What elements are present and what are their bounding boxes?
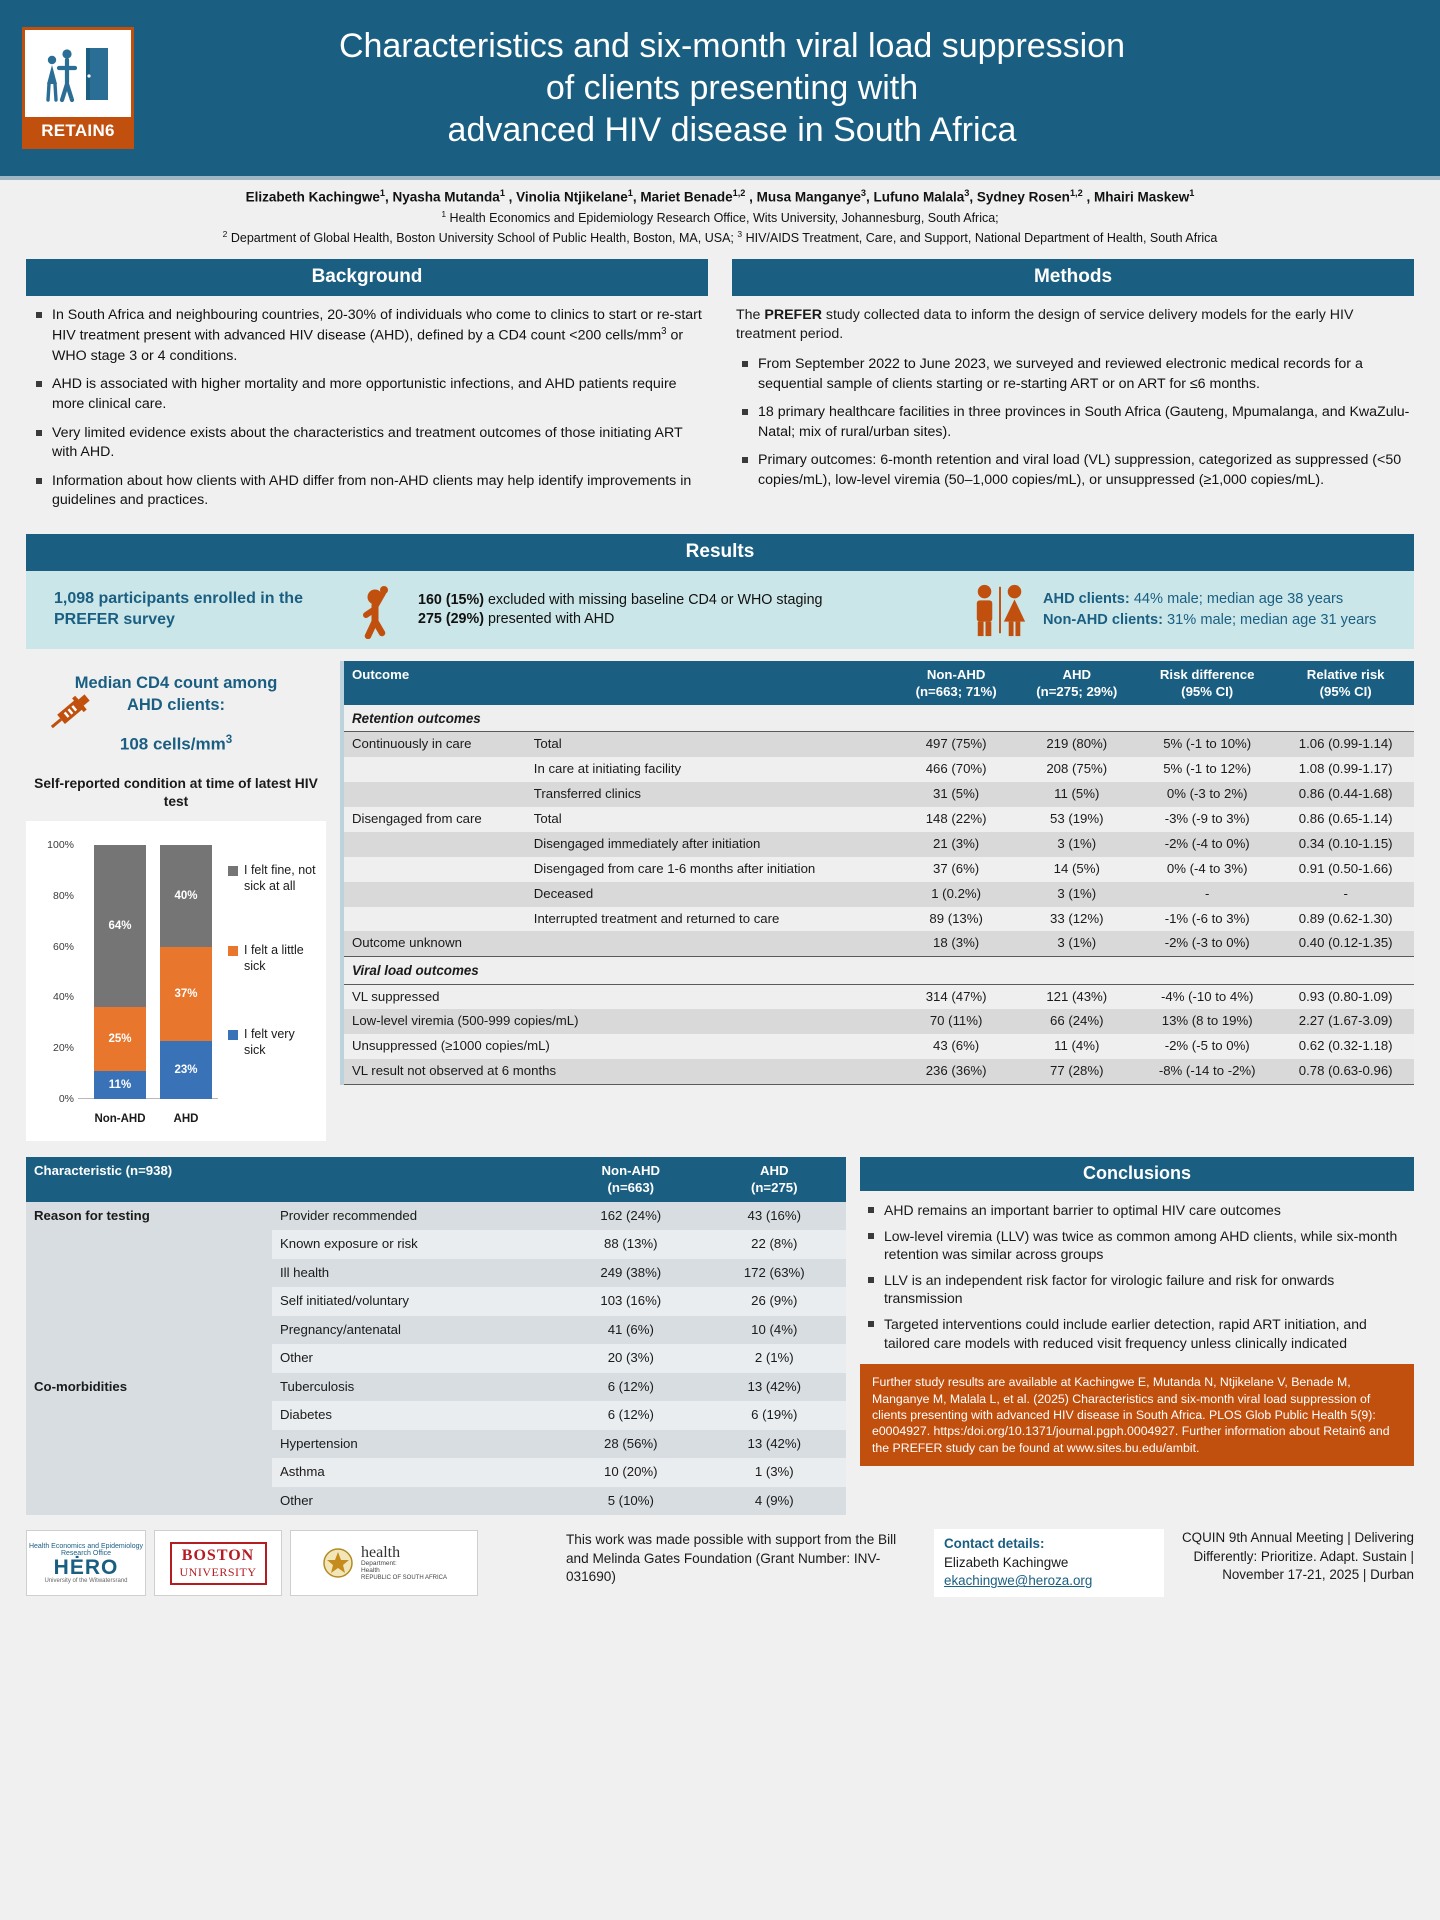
outcome-value-cell: 0.78 (0.63-0.96): [1277, 1059, 1414, 1084]
methods-bullets: [732, 345, 1414, 491]
poster-footer: [0, 1515, 1440, 1597]
poster-title: [134, 25, 1440, 151]
list-item: Primary outcomes: 6-month retention and viral load (VL) suppression, categorized as suppressed (<50 copies/mL), low-level viremia (50–1,000 copies/mL), or unsuppressed (≥1,000 copies/mL).: [738, 451, 1410, 490]
characteristic-label-cell: Tuberculosis: [272, 1373, 559, 1402]
outcome-value-cell: -: [1277, 882, 1414, 907]
characteristic-value-cell: 13 (42%): [703, 1373, 846, 1402]
person-raising-arm-icon: [346, 581, 404, 639]
characteristic-value-cell: 26 (9%): [703, 1287, 846, 1316]
syringe-icon: [44, 687, 98, 740]
retain6-logo: [22, 27, 134, 149]
characteristic-value-cell: 6 (19%): [703, 1401, 846, 1430]
characteristic-value-cell: 2 (1%): [703, 1344, 846, 1373]
chart-legend-label: I felt very sick: [244, 1026, 295, 1057]
outcome-value-cell: 466 (70%): [896, 757, 1017, 782]
characteristic-label-cell: Provider recommended: [272, 1202, 559, 1231]
main-results-table-column: [340, 661, 1414, 1141]
methods-heading: Methods: [732, 259, 1414, 296]
characteristics-col-header: Non-AHD (n=663): [559, 1157, 702, 1202]
outcome-value-cell: 1.06 (0.99-1.14): [1277, 732, 1414, 757]
doh-logo-sub-2: Health: [360, 1567, 380, 1575]
people-doorway-icon: [25, 30, 131, 117]
outcome-value-cell: 11 (5%): [1016, 782, 1137, 807]
table-row: [342, 732, 1414, 757]
table-row: [342, 984, 1414, 1009]
characteristic-label-cell: Asthma: [272, 1458, 559, 1487]
outcome-label-cell: Deceased: [526, 882, 896, 907]
outcome-value-cell: -3% (-9 to 3%): [1137, 807, 1277, 832]
outcome-value-cell: 208 (75%): [1016, 757, 1137, 782]
table-row: [342, 782, 1414, 807]
outcome-group-cell: Outcome unknown: [342, 931, 896, 956]
outcome-value-cell: 3 (1%): [1016, 832, 1137, 857]
chart-bar-segment: 64%: [94, 845, 146, 1008]
list-item: Targeted interventions could include earlier detection, rapid ART initiation, and tailored care models with reduced visit frequency unless clinically indicated: [864, 1315, 1408, 1352]
boston-university-logo: [154, 1530, 282, 1596]
outcome-value-cell: 236 (36%): [896, 1059, 1017, 1084]
outcome-value-cell: 3 (1%): [1016, 931, 1137, 956]
outcome-value-cell: -2% (-4 to 0%): [1137, 832, 1277, 857]
outcomes-col-header: Outcome: [342, 661, 896, 705]
outcome-value-cell: 0.86 (0.65-1.14): [1277, 807, 1414, 832]
characteristics-header-row: [26, 1157, 846, 1202]
table-row: [342, 1034, 1414, 1059]
chart-y-tick-label: 20%: [52, 1042, 74, 1055]
characteristics-column: [26, 1157, 846, 1515]
doh-logo-word: health: [360, 1543, 401, 1561]
outcome-value-cell: 219 (80%): [1016, 732, 1137, 757]
list-item: From September 2022 to June 2023, we surveyed and reviewed electronic medical records for a sequential sample of clients starting or re-starting ART or on ART for ≤6 months.: [738, 355, 1410, 394]
chart-legend-item: [228, 1027, 318, 1058]
list-item: AHD is associated with higher mortality and more opportunistic infections, and AHD patients require more clinical care.: [32, 375, 704, 414]
outcomes-section-header: [342, 957, 1414, 984]
characteristic-value-cell: 88 (13%): [559, 1230, 702, 1259]
chart-bar-segment: 40%: [160, 845, 212, 947]
chart-title: Self-reported condition at time of latest HIV test: [34, 776, 318, 809]
outcome-value-cell: 43 (6%): [896, 1034, 1017, 1059]
citation-box: Further study results are available at Kachingwe E, Mutanda N, Ntjikelane V, Benade M, Manganye M, Malala L, et al. (2025) Characteristics and six-month viral load suppression of clients presenting with advanced HIV disease in South Africa. PLOS Glob Public Health 5(9): e0004927. https:/doi.org/10.1371/journal.pgph.0004927. Further information about Retain6 and the PREFER study can be found at www.sites.bu.edu/ambit.: [860, 1364, 1414, 1466]
chart-bar-segment: 11%: [94, 1071, 146, 1099]
title-line-3: advanced HIV disease in South Africa: [447, 111, 1017, 150]
characteristic-label-cell: Ill health: [272, 1259, 559, 1288]
south-africa-coat-of-arms-icon: [321, 1546, 355, 1580]
results-section: [0, 520, 1440, 649]
table-row: [342, 882, 1414, 907]
conclusions-bullets: [860, 1191, 1414, 1352]
sex-age-stat: AHD clients: 44% male; median age 38 years Non-AHD clients: 31% male; median age 31 years: [1043, 591, 1377, 628]
partner-logos: [26, 1529, 546, 1597]
list-item: Low-level viremia (LLV) was twice as common among AHD clients, while six-month retention was similar across groups: [864, 1227, 1408, 1264]
outcome-group-cell: Continuously in care: [342, 732, 526, 757]
table-row: [342, 757, 1414, 782]
outcome-value-cell: 21 (3%): [896, 832, 1017, 857]
characteristic-value-cell: 41 (6%): [559, 1316, 702, 1345]
characteristic-value-cell: 162 (24%): [559, 1202, 702, 1231]
outcomes-section-header: [342, 705, 1414, 732]
chart-x-tick-label: AHD: [173, 1112, 199, 1125]
characteristic-value-cell: 4 (9%): [703, 1487, 846, 1516]
characteristic-value-cell: 10 (4%): [703, 1316, 846, 1345]
enrolled-stat: 1,098 participants enrolled in the PREFER survey: [54, 590, 303, 628]
chart-y-tick-label: 40%: [52, 991, 74, 1004]
characteristic-value-cell: 6 (12%): [559, 1373, 702, 1402]
bu-logo-line-1: BOSTON: [181, 1546, 255, 1564]
chart-bar: [94, 845, 146, 1099]
background-bullets: [26, 296, 708, 511]
table-row: [342, 857, 1414, 882]
affiliation-line-1: $^1$ Health Economics and Epidemiology Research Office, Wits University, Johannesburg, South Africa;: [441, 208, 999, 225]
characteristic-group-cell: Co-morbidities: [26, 1373, 272, 1516]
characteristic-value-cell: 28 (56%): [559, 1430, 702, 1459]
outcomes-section-title: Retention outcomes: [342, 705, 1414, 732]
outcome-value-cell: 5% (-1 to 12%): [1137, 757, 1277, 782]
chart-legend-label: I felt a little sick: [244, 942, 304, 973]
characteristics-col-header: AHD (n=275): [703, 1157, 846, 1202]
doh-logo-sub-1: Department:: [360, 1560, 397, 1568]
chart-legend: [218, 835, 318, 1133]
outcome-group-cell: [342, 757, 526, 782]
meeting-details: CQUIN 9th Annual Meeting | Delivering Differently: Prioritize. Adapt. Sustain | November 17-21, 2025 | Durban: [1182, 1530, 1414, 1583]
outcomes-section-title: Viral load outcomes: [342, 957, 1414, 984]
conclusions-column: [860, 1157, 1414, 1515]
contact-name: Elizabeth Kachingwe: [944, 1554, 1069, 1570]
table-row: [26, 1373, 846, 1402]
outcomes-col-header: Relative risk (95% CI): [1277, 661, 1414, 705]
table-row: [342, 931, 1414, 956]
outcome-group-cell: [342, 882, 526, 907]
top-columns: [0, 253, 1440, 520]
table-row: [26, 1202, 846, 1231]
outcome-value-cell: 77 (28%): [1016, 1059, 1137, 1084]
characteristics-table-body: [26, 1202, 846, 1516]
self-reported-condition-chart: [26, 821, 326, 1141]
outcome-value-cell: -1% (-6 to 3%): [1137, 907, 1277, 932]
outcome-value-cell: -2% (-3 to 0%): [1137, 931, 1277, 956]
chart-legend-swatch: [228, 946, 238, 956]
background-heading: Background: [26, 259, 708, 296]
retain6-logo-caption: RETAIN6: [25, 117, 131, 146]
characteristic-label-cell: Diabetes: [272, 1401, 559, 1430]
characteristic-label-cell: Self initiated/voluntary: [272, 1287, 559, 1316]
outcome-value-cell: 0% (-3 to 2%): [1137, 782, 1277, 807]
outcome-label-cell: In care at initiating facility: [526, 757, 896, 782]
list-item: AHD remains an important barrier to optimal HIV care outcomes: [864, 1201, 1408, 1220]
outcome-value-cell: 0.91 (0.50-1.66): [1277, 857, 1414, 882]
chart-bar-segment: 37%: [160, 947, 212, 1041]
outcome-value-cell: 0.89 (0.62-1.30): [1277, 907, 1414, 932]
hero-logo-sub-2: University of the Witwatersrand: [44, 1577, 128, 1584]
outcome-value-cell: 0% (-4 to 3%): [1137, 857, 1277, 882]
outcomes-table-head: [342, 661, 1414, 705]
outcome-value-cell: 0.34 (0.10-1.15): [1277, 832, 1414, 857]
chart-legend-label: I felt fine, not sick at all: [244, 862, 316, 893]
outcome-value-cell: 148 (22%): [896, 807, 1017, 832]
table-row: [342, 832, 1414, 857]
funding-statement: This work was made possible with support from the Bill and Melinda Gates Foundation (Grant Number: INV-031690): [566, 1532, 897, 1584]
characteristic-value-cell: 13 (42%): [703, 1430, 846, 1459]
list-item: Information about how clients with AHD differ from non-AHD clients may help identify improvements in guidelines and practices.: [32, 472, 704, 511]
outcome-value-cell: -: [1137, 882, 1277, 907]
chart-y-tick-label: 60%: [52, 940, 74, 953]
chart-x-tick-label: Non-AHD: [94, 1112, 146, 1125]
outcomes-col-header: Non-AHD (n=663; 71%): [896, 661, 1017, 705]
characteristic-label-cell: Pregnancy/antenatal: [272, 1316, 559, 1345]
author-block: [0, 180, 1440, 253]
characteristic-value-cell: 5 (10%): [559, 1487, 702, 1516]
title-line-2: of clients presenting with: [545, 68, 919, 107]
outcome-value-cell: 33 (12%): [1016, 907, 1137, 932]
list-item: LLV is an independent risk factor for virologic failure and risk for onwards transmission: [864, 1271, 1408, 1308]
characteristic-value-cell: 22 (8%): [703, 1230, 846, 1259]
author-names: Elizabeth Kachingwe$^1$, Nyasha Mutanda$^1$ , Vinolia Ntjikelane$^1$, Mariet Benade$^{1,2}$ , Musa Manganye$^3$, Lufuno Malala$^3$, Sydney Rosen$^{1,2}$ , Mhairi Maskew$^1$: [245, 188, 1195, 205]
male-female-pair-icon: [971, 581, 1029, 639]
bottom-section: [0, 1141, 1440, 1515]
outcome-value-cell: 121 (43%): [1016, 984, 1137, 1009]
outcomes-table: [340, 661, 1414, 1085]
chart-legend-swatch: [228, 1030, 238, 1040]
outcome-value-cell: 497 (75%): [896, 732, 1017, 757]
chart-bar-segment: 25%: [94, 1007, 146, 1071]
characteristic-label-cell: Hypertension: [272, 1430, 559, 1459]
outcome-value-cell: 0.62 (0.32-1.18): [1277, 1034, 1414, 1059]
chart-legend-item: [228, 943, 318, 974]
chart-bar-segment: 23%: [160, 1041, 212, 1099]
contact-heading: Contact details:: [944, 1536, 1045, 1552]
outcomes-col-header: Risk difference (95% CI): [1137, 661, 1277, 705]
outcome-label-cell: Disengaged immediately after initiation: [526, 832, 896, 857]
hero-logo: [26, 1530, 146, 1596]
hero-logo-word: HĖRO: [53, 1555, 119, 1579]
list-item: 18 primary healthcare facilities in three provinces in South Africa (Gauteng, Mpumalanga, and KwaZulu-Natal; mix of rural/urban sites).: [738, 403, 1410, 442]
background-section: [26, 259, 708, 520]
outcome-value-cell: 0.86 (0.44-1.68): [1277, 782, 1414, 807]
outcome-value-cell: 1.08 (0.99-1.17): [1277, 757, 1414, 782]
outcome-value-cell: 0.40 (0.12-1.35): [1277, 931, 1414, 956]
characteristic-value-cell: 43 (16%): [703, 1202, 846, 1231]
outcome-value-cell: 314 (47%): [896, 984, 1017, 1009]
characteristics-col-header: Characteristic (n=938): [26, 1157, 559, 1202]
outcome-value-cell: 18 (3%): [896, 931, 1017, 956]
outcome-label-cell: Total: [526, 732, 896, 757]
chart-legend-swatch: [228, 866, 238, 876]
outcome-group-cell: Disengaged from care: [342, 807, 526, 832]
chart-y-tick-label: 100%: [47, 838, 74, 851]
doh-logo-sub-3: REPUBLIC OF SOUTH AFRICA: [360, 1575, 447, 1582]
outcome-group-cell: VL suppressed: [342, 984, 896, 1009]
outcome-label-cell: Total: [526, 807, 896, 832]
outcome-label-cell: Disengaged from care 1-6 months after initiation: [526, 857, 896, 882]
outcome-value-cell: 31 (5%): [896, 782, 1017, 807]
conclusions-heading: Conclusions: [860, 1157, 1414, 1191]
outcome-value-cell: 2.27 (1.67-3.09): [1277, 1009, 1414, 1034]
outcome-value-cell: 70 (11%): [896, 1009, 1017, 1034]
bu-logo-line-2: UNIVERSITY: [179, 1564, 257, 1579]
outcome-group-cell: VL result not observed at 6 months: [342, 1059, 896, 1084]
outcome-value-cell: -4% (-10 to 4%): [1137, 984, 1277, 1009]
cd4-callout: [26, 661, 326, 759]
characteristic-value-cell: 103 (16%): [559, 1287, 702, 1316]
poster-header: [0, 0, 1440, 176]
chart-legend-item: [228, 863, 318, 894]
table-row: [342, 907, 1414, 932]
chart-column: [26, 661, 326, 1141]
methods-section: [732, 259, 1414, 520]
outcome-value-cell: 14 (5%): [1016, 857, 1137, 882]
middle-section: [0, 649, 1440, 1141]
characteristic-value-cell: 172 (63%): [703, 1259, 846, 1288]
characteristic-value-cell: 6 (12%): [559, 1401, 702, 1430]
cd4-value: 108 cells/$mm^3$: [119, 734, 233, 755]
outcome-value-cell: 1 (0.2%): [896, 882, 1017, 907]
chart-bar: [160, 845, 212, 1099]
characteristic-value-cell: 20 (3%): [559, 1344, 702, 1373]
chart-y-axis: [34, 835, 78, 1133]
outcome-label-cell: Interrupted treatment and returned to care: [526, 907, 896, 932]
outcome-group-cell: [342, 782, 526, 807]
cd4-title-line-1: Median CD4 count among: [74, 673, 278, 692]
title-line-1: Characteristics and six-month viral load suppression: [338, 26, 1126, 65]
outcome-value-cell: 53 (19%): [1016, 807, 1137, 832]
outcome-value-cell: 89 (13%): [896, 907, 1017, 932]
outcome-group-cell: Unsuppressed (≥1000 copies/mL): [342, 1034, 896, 1059]
outcomes-col-header: AHD (n=275; 29%): [1016, 661, 1137, 705]
outcome-value-cell: 13% (8 to 19%): [1137, 1009, 1277, 1034]
outcome-group-cell: [342, 907, 526, 932]
results-heading: Results: [26, 534, 1414, 571]
characteristic-value-cell: 249 (38%): [559, 1259, 702, 1288]
contact-email-link[interactable]: ekachingwe@heroza.org: [944, 1573, 1093, 1589]
chart-plot-area: [78, 835, 218, 1133]
doh-logo: [290, 1530, 478, 1596]
outcome-value-cell: 5% (-1 to 10%): [1137, 732, 1277, 757]
table-row: [342, 807, 1414, 832]
affiliation-line-2: $^2$ Department of Global Health, Boston University School of Public Health, Boston, MA, USA; $^3$ HIV/AIDS Treatment, Care, and Support, National Department of Health, South Africa: [222, 229, 1218, 246]
outcomes-table-body: [342, 705, 1414, 1084]
outcome-value-cell: 3 (1%): [1016, 882, 1137, 907]
table-row: [342, 1059, 1414, 1084]
outcome-value-cell: 0.93 (0.80-1.09): [1277, 984, 1414, 1009]
characteristic-group-cell: Reason for testing: [26, 1202, 272, 1373]
excluded-stat: 160 (15%) excluded with missing baseline CD4 or WHO staging 275 (29%) presented with AHD: [418, 591, 823, 627]
outcome-group-cell: Low-level viremia (500-999 copies/mL): [342, 1009, 896, 1034]
list-item: In South Africa and neighbouring countries, 20-30% of individuals who come to clinics to start or re-start HIV treatment present with advanced HIV disease (AHD), defined by a CD4 count <200 cells/$mm^3$ or WHO stage 3 or 4 conditions.: [32, 306, 704, 367]
characteristic-value-cell: 10 (20%): [559, 1458, 702, 1487]
table-row: [342, 1009, 1414, 1034]
characteristic-label-cell: Other: [272, 1344, 559, 1373]
characteristic-value-cell: 1 (3%): [703, 1458, 846, 1487]
outcome-value-cell: 37 (6%): [896, 857, 1017, 882]
characteristics-table: [26, 1157, 846, 1515]
outcome-value-cell: -8% (-14 to -2%): [1137, 1059, 1277, 1084]
outcome-value-cell: 66 (24%): [1016, 1009, 1137, 1034]
results-summary-strip: [26, 571, 1414, 649]
characteristic-label-cell: Other: [272, 1487, 559, 1516]
outcome-value-cell: 11 (4%): [1016, 1034, 1137, 1059]
outcome-group-cell: [342, 857, 526, 882]
cd4-title-line-2: AHD clients:: [126, 695, 226, 714]
contact-details: [934, 1529, 1164, 1597]
characteristics-table-head: [26, 1157, 846, 1202]
list-item: Very limited evidence exists about the characteristics and treatment outcomes of those initiating ART with AHD.: [32, 424, 704, 463]
outcome-label-cell: Transferred clinics: [526, 782, 896, 807]
characteristic-label-cell: Known exposure or risk: [272, 1230, 559, 1259]
chart-y-tick-label: 80%: [52, 889, 74, 902]
chart-y-tick-label: 0%: [58, 1092, 74, 1105]
outcomes-header-row: [342, 661, 1414, 705]
methods-lead: The PREFER study collected data to inform the design of service delivery models for the early HIV treatment period.: [736, 306, 1354, 343]
outcome-group-cell: [342, 832, 526, 857]
outcome-value-cell: -2% (-5 to 0%): [1137, 1034, 1277, 1059]
hero-logo-sub-1: Health Economics and Epidemiology Research Office: [28, 1542, 143, 1557]
